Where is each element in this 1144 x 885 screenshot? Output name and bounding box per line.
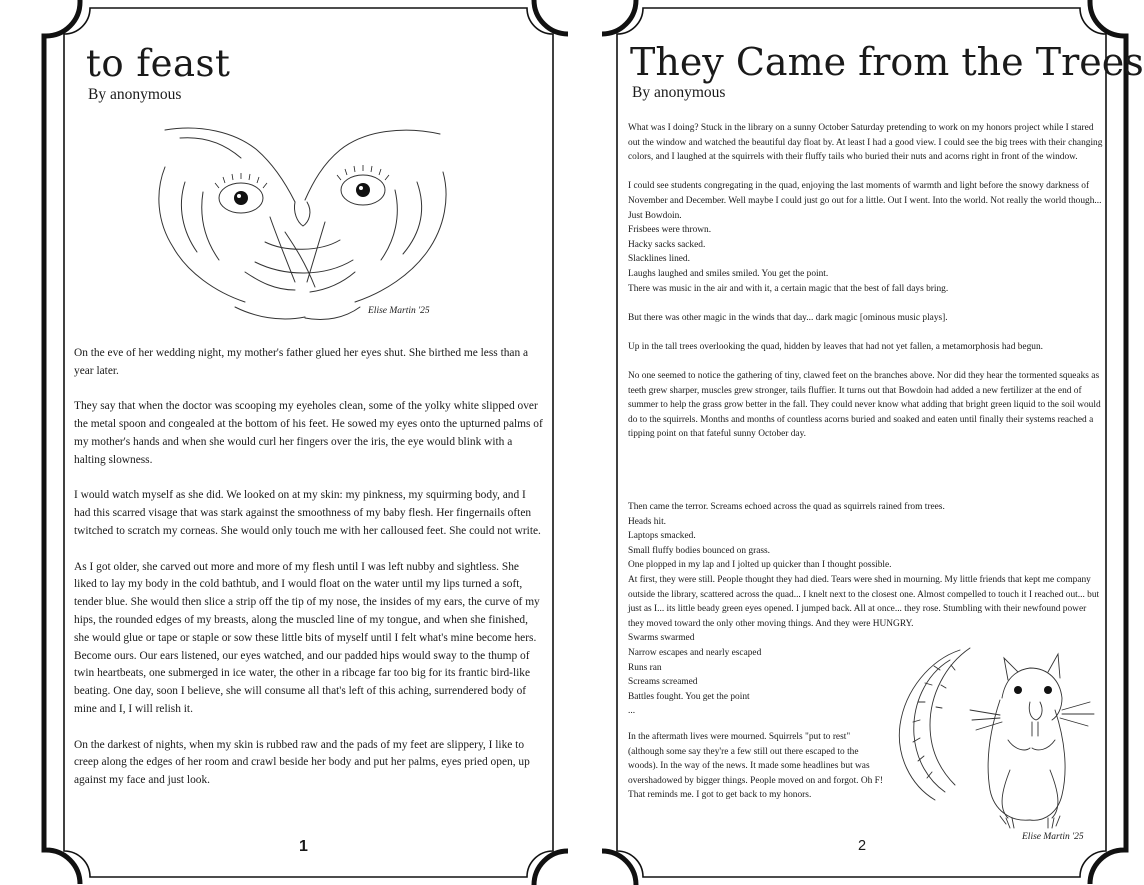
story-body <box>628 121 1103 457</box>
paragraph: I could see students congregating in the quad, enjoying the last moments of warmth and light before the snowy darkness of November and December. Well maybe I could just go out for a little. Out I went. Into the world. Not really the world though... Just Bowdoin. Frisbees were thrown. Hacky sacks sacked. Slacklines lined. Laughs laughed and smiles smiled. You get the point. There was music in the air and with it, a certain magic that the best of fall days bring. <box>628 181 1102 294</box>
page-right <box>572 0 1144 885</box>
line: Laptops smacked. <box>628 531 696 542</box>
paragraph: I would watch myself as she did. We looked on at my skin: my pinkness, my squirming body, and I had this scarred visage that was stark against the smoothness of my baby flesh. Her fingernails often twitched to scratch my corneas. She would only touch me with her calloused feet. She could not write. <box>74 489 541 537</box>
story-closing: In the aftermath lives were mourned. Squirrels "put to rest" (although some say they're a few still out there escaped to the woods). In the way of the news. It made some headlines but was overshadowed by bigger things. People moved on and forgot. Oh F! That reminds me. I got to get back to my honors. <box>628 732 883 801</box>
story-body <box>74 345 544 808</box>
line: Screams screamed <box>628 677 698 688</box>
page-number: 2 <box>858 838 867 854</box>
line: Narrow escapes and nearly escaped <box>628 647 762 658</box>
line: Small fluffy bodies bounced on grass. <box>628 545 770 556</box>
story-title: They Came from the Trees <box>630 40 1144 84</box>
story-title: to feast <box>86 42 231 85</box>
line: ... <box>628 706 636 717</box>
line: Runs ran <box>628 662 662 673</box>
line: Swarms swarmed <box>628 633 695 644</box>
page-number: 1 <box>299 838 308 855</box>
line: Heads hit. <box>628 516 667 527</box>
paragraph: As I got older, she carved out more and more of my flesh until I was left nubby and sightless. She liked to lay my body in the cold bathtub, and I would float on the water until my lips turned a soft, tender blue. She would then slice a strip off the tip of my nose, the insides of my ears, the curve of my hips, the rounded edges of my breasts, along the muscled line of my tongue, and when she finished, she would glue or tape or staple or sow these little bits of myself until I felt what's mine become hers. Become ours. Our ears listened, our eyes watched, and our padded hips would sway to the thump of twin heartbeats, one submerged in ice water, the other in a ribcage far too big for its frantic bird-like beating. One day, soon I believe, she will consume all that's left of this aching, surrendered body of mine and I, I will relish it. <box>74 560 540 715</box>
paragraph: What was I doing? Stuck in the library on a sunny October Saturday pretending to work on my honors project while I stared out the window and watched the beautiful day float by. At least I had a good view. I could see the big trees with their changing colors, and I laughed at the squirrels with their fluffy tails who buried their nuts and acorns right in front of the window. <box>628 123 1103 163</box>
line: Then came the terror. Screams echoed across the quad as squirrels rained from trees. <box>628 502 945 512</box>
illustration-credit: Elise Martin '25 <box>1022 832 1084 842</box>
line: One plopped in my lap and I jolted up quicker than I thought possible. <box>628 560 892 571</box>
line: At first, they were still. People thought they had died. Tears were shed in mourning. My little friends that kept me company outside the library, scattered across the quad... I knelt next to the closest one. Almost compelled to touch it I reached out... but just as I... its little beady green eyes opened. I jumped back. All at once... they rose. Stumbling with their newfound power they moved toward the only other moving things. And they were HUNGRY. <box>628 574 1100 629</box>
story-byline: By anonymous <box>88 86 182 103</box>
paragraph: Up in the tall trees overlooking the quad, hidden by leaves that had not yet fallen, a metamorphosis had begun. <box>628 341 1043 352</box>
story-byline: By anonymous <box>632 84 726 101</box>
paragraph: On the eve of her wedding night, my mother's father glued her eyes shut. She birthed me less than a year later. <box>74 347 529 377</box>
paragraph: They say that when the doctor was scooping my eyeholes clean, some of the yolky white slipped over the metal spoon and congealed at the bottom of his feet. He sowed my eyes onto the upturned palms of my mother's hands and when she would curl her fingers over the iris, the eye would blink with a halting slowness. <box>74 400 543 466</box>
hands-eyes-illustration <box>145 122 455 327</box>
paragraph: But there was other magic in the winds that day... dark magic [ominous music plays]. <box>628 312 948 323</box>
line: Battles fought. You get the point <box>628 691 750 702</box>
paragraph: On the darkest of nights, when my skin is rubbed raw and the pads of my feet are slippery, I like to creep along the edges of her room and crawl beside her body and put her palms, eyes pried open, up against my face and just look. <box>74 738 530 787</box>
squirrel-illustration <box>890 640 1102 830</box>
illustration-credit: Elise Martin '25 <box>368 306 430 316</box>
paragraph: No one seemed to notice the gathering of tiny, clawed feet on the branches above. Nor did they hear the tormented squeaks as teeth grew sharper, muscles grew stronger, tails fluffier. It turns out that Bowdoin had added a new fertilizer at the end of summer to help the grass grow better in the fall. They could never know what adding that bright green liquid to the soil would do to the squirrels. Months and months of countless acorns buried and soaked and eaten until finally their systems reached a tipping point on that fateful sunny October day. <box>628 371 1101 440</box>
